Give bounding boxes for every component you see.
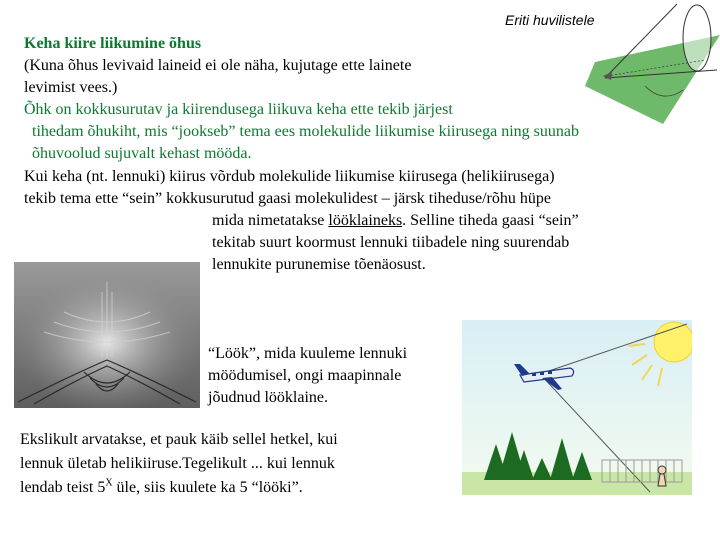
shock-cone-illustration xyxy=(585,0,720,125)
compress-text-line: tihedam õhukiht, mis “jookseb” tema ees molekulide liikumise kiirusega ning suunab xyxy=(32,123,580,140)
corner-tag: Eriti huvilistele xyxy=(505,12,595,28)
compress-text-line: õhuvoolud sujuvalt kehast mööda. xyxy=(32,145,252,162)
cone-base xyxy=(683,5,711,71)
boom-text-line: möödumisel, ongi maapinnale xyxy=(208,367,402,384)
bottom-text-line: lennuk ületab helikiiruse.Tegelikult ... kui lennuk xyxy=(20,455,335,472)
shock-wave-photo xyxy=(14,262,200,408)
shock-line-suffix: . Selline tiheda gaasi “sein” xyxy=(402,212,579,229)
page-title: Keha kiire liikumine õhus xyxy=(24,35,202,52)
last-line-sup: X xyxy=(105,477,113,489)
speed-text-line: tekib tema ette “sein” kokkusurutud gaasi molekulidest – järsk tiheduse/rõhu hüpe xyxy=(24,190,551,207)
boom-text-line: jõudnud lööklaine. xyxy=(208,389,328,406)
intro-line: levimist vees.) xyxy=(24,79,118,96)
last-line-suffix: üle, siis kuulete ka 5 “lööki”. xyxy=(112,479,303,496)
sonic-boom-illustration xyxy=(462,320,692,495)
wall-text-line: tekitab suurt koormust lennuki tiibadele ning suurendab xyxy=(212,234,570,251)
shock-line-prefix: mida nimetatakse xyxy=(212,212,329,229)
bottom-text-line: Ekslikult arvatakse, et pauk käib sellel hetkel, kui xyxy=(20,431,338,448)
person-icon xyxy=(658,466,666,486)
compress-text-line: Õhk on kokkusurutav ja kiirendusega liikuva keha ette tekib järjest xyxy=(24,101,453,118)
speed-text-line: Kui keha (nt. lennuki) kiirus võrdub molekulide liikumise kiirusega (helikiirusega) xyxy=(24,168,555,185)
boom-text-line: “Löök”, mida kuuleme lennuki xyxy=(208,345,408,362)
wall-text-line: lennukite purunemise tõenäosust. xyxy=(212,256,426,273)
shock-term: lööklaineks xyxy=(328,212,403,229)
last-line-prefix: lendab teist 5 xyxy=(20,479,106,496)
intro-line: (Kuna õhus levivaid laineid ei ole näha, kujutage ette lainete xyxy=(24,57,412,74)
bottom-last-line xyxy=(20,477,303,499)
shock-term-line xyxy=(212,210,579,232)
